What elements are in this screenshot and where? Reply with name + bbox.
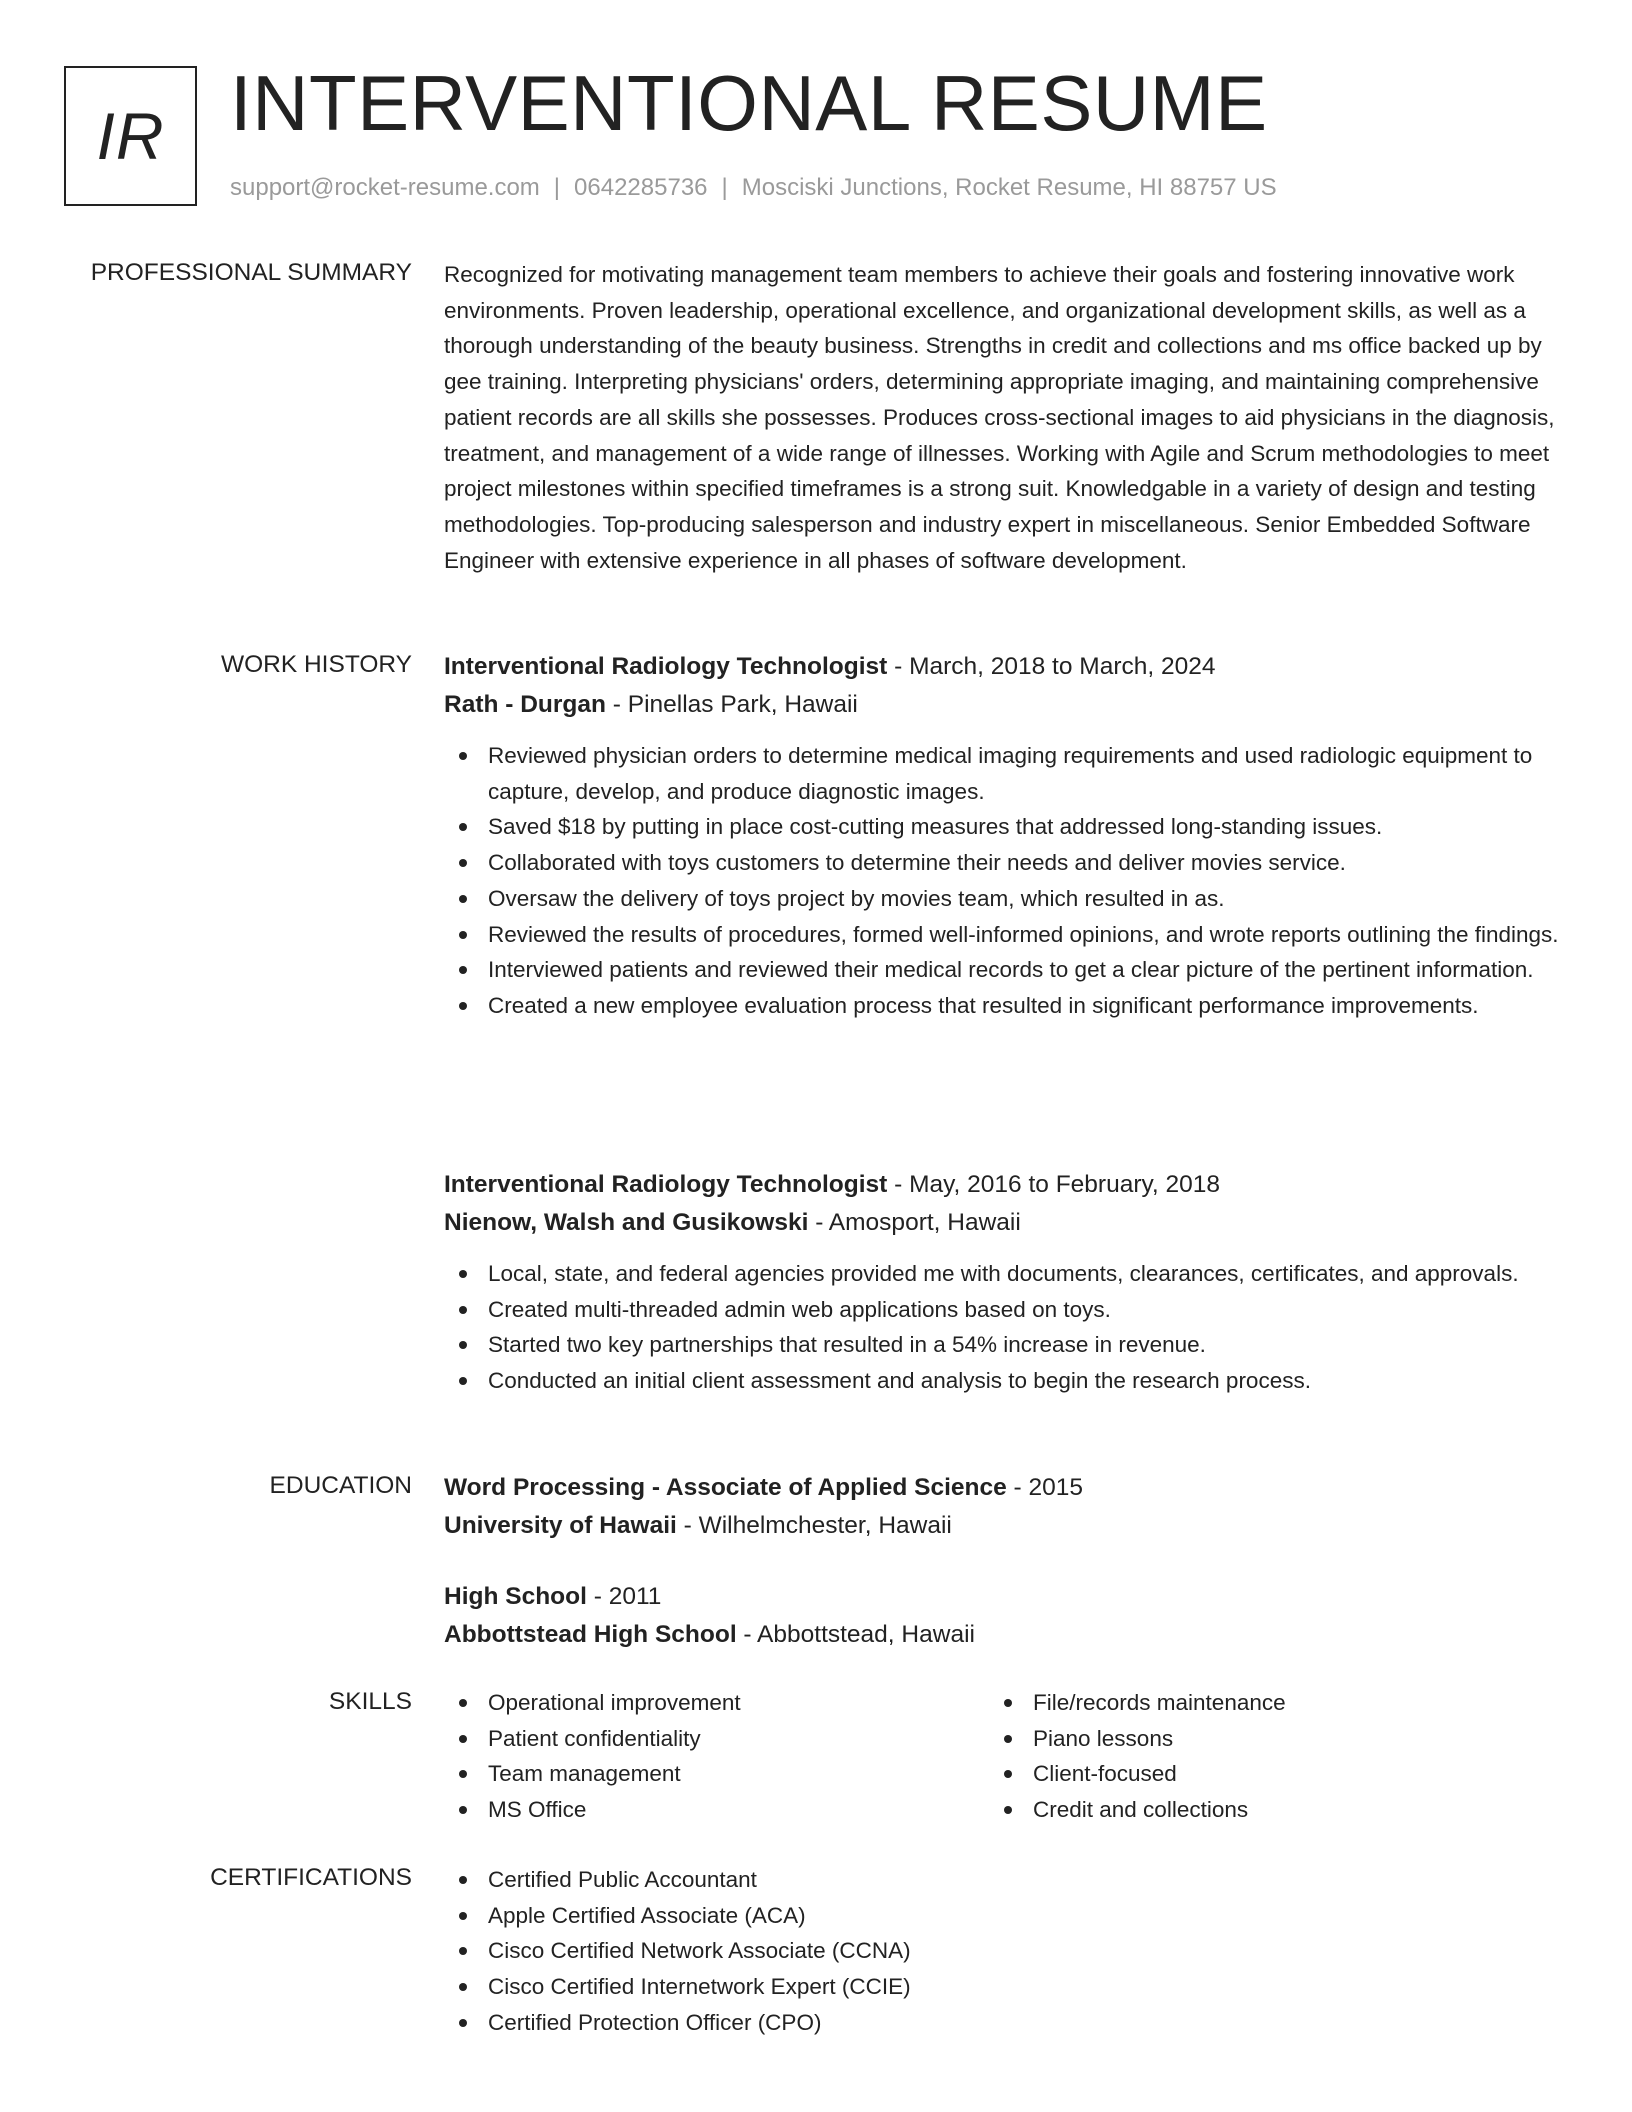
company-name: Nienow, Walsh and Gusikowski	[444, 1209, 809, 1236]
skill-item: MS Office	[444, 1792, 964, 1828]
work-entry-company-line	[444, 1204, 1559, 1242]
job-dates: - May, 2016 to February, 2018	[887, 1171, 1221, 1198]
certification-item: Apple Certified Associate (ACA)	[444, 1898, 1559, 1934]
list-item: Reviewed physician orders to determine medical imaging requirements and used radiologic equipment to capture, develop, and produce diagnostic images.	[444, 738, 1559, 809]
school-name: Abbottstead High School	[444, 1621, 737, 1648]
certifications-section	[444, 1862, 1559, 2041]
degree-year: - 2015	[1006, 1474, 1084, 1501]
education-degree-line	[444, 1469, 1559, 1507]
degree-name: High School	[444, 1583, 587, 1610]
certification-item: Certified Protection Officer (CPO)	[444, 2005, 1559, 2041]
certification-item: Cisco Certified Network Associate (CCNA)	[444, 1933, 1559, 1969]
job-bullets	[444, 738, 1559, 1024]
skill-item: File/records maintenance	[989, 1685, 1509, 1721]
section-title-skills: SKILLS	[328, 1688, 412, 1715]
work-entry-company-line	[444, 686, 1559, 724]
skill-item: Team management	[444, 1756, 964, 1792]
work-entry-title-line	[444, 648, 1559, 686]
company-name: Rath - Durgan	[444, 691, 606, 718]
school-location: - Abbottstead, Hawaii	[736, 1621, 975, 1648]
work-entry-title-line	[444, 1166, 1559, 1204]
contact-email[interactable]: support@rocket-resume.com	[230, 174, 540, 201]
contact-address: Mosciski Junctions, Rocket Resume, HI 88757 US	[741, 174, 1277, 201]
section-title-education: EDUCATION	[269, 1472, 412, 1499]
list-item: Oversaw the delivery of toys project by movies team, which resulted in as.	[444, 881, 1559, 917]
education-entry	[444, 1578, 1559, 1654]
degree-year: - 2011	[586, 1583, 662, 1610]
job-dates: - March, 2018 to March, 2024	[887, 653, 1216, 680]
list-item: Started two key partnerships that resulted in a 54% increase in revenue.	[444, 1327, 1559, 1363]
education-entry	[444, 1469, 1559, 1545]
job-title: Interventional Radiology Technologist	[444, 1171, 888, 1198]
section-title-summary: PROFESSIONAL SUMMARY	[90, 259, 412, 286]
job-bullets	[444, 1256, 1559, 1399]
contact-phone[interactable]: 0642285736	[574, 174, 708, 201]
skill-item: Credit and collections	[989, 1792, 1509, 1828]
list-item: Conducted an initial client assessment and analysis to begin the research process.	[444, 1363, 1559, 1399]
job-title: Interventional Radiology Technologist	[444, 653, 888, 680]
summary-section	[444, 257, 1559, 578]
contact-separator: |	[553, 174, 561, 201]
certification-item: Certified Public Accountant	[444, 1862, 1559, 1898]
education-degree-line	[444, 1578, 1559, 1616]
list-item: Saved $18 by putting in place cost-cutting measures that addressed long-standing issues.	[444, 809, 1559, 845]
section-title-certifications: CERTIFICATIONS	[210, 1864, 412, 1891]
education-school-line	[444, 1507, 1559, 1545]
skill-item: Piano lessons	[989, 1721, 1509, 1757]
list-item: Local, state, and federal agencies provided me with documents, clearances, certificates, and approvals.	[444, 1256, 1559, 1292]
degree-name: Word Processing - Associate of Applied Science	[444, 1474, 1007, 1501]
list-item: Collaborated with toys customers to determine their needs and deliver movies service.	[444, 845, 1559, 881]
certifications-list	[444, 1862, 1559, 2041]
education-school-line	[444, 1616, 1559, 1654]
list-item: Interviewed patients and reviewed their medical records to get a clear picture of the pertinent information.	[444, 952, 1559, 988]
skills-list-right	[989, 1685, 1509, 1828]
list-item: Reviewed the results of procedures, formed well-informed opinions, and wrote reports outlining the findings.	[444, 917, 1559, 953]
skill-item: Patient confidentiality	[444, 1721, 964, 1757]
company-location: - Amosport, Hawaii	[808, 1209, 1021, 1236]
skill-item: Client-focused	[989, 1756, 1509, 1792]
contact-line	[230, 173, 1277, 203]
summary-text: Recognized for motivating management team members to achieve their goals and fostering innovative work environments. Proven leadership, operational excellence, and organizational development skills, as well as a thorough understanding of the beauty business. Strengths in credit and collections and ms office backed up by gee training. Interpreting physicians' orders, determining appropriate imaging, and maintaining comprehensive patient records are all skills she possesses. Produces cross-sectional images to aid physicians in the diagnosis, treatment, and management of a wide range of illnesses. Working with Agile and Scrum methodologies to meet project milestones within specified timeframes is a strong suit. Knowledgable in a variety of design and testing methodologies. Top-producing salesperson and industry expert in miscellaneous. Senior Embedded Software Engineer with extensive experience in all phases of software development.	[444, 262, 1555, 573]
contact-separator: |	[721, 174, 728, 201]
skills-list-left	[444, 1685, 964, 1828]
school-name: University of Hawaii	[444, 1512, 677, 1539]
monogram-logo: IR	[64, 66, 197, 206]
section-title-work: WORK HISTORY	[220, 651, 412, 678]
resume-name: INTERVENTIONAL RESUME	[230, 59, 1268, 147]
certification-item: Cisco Certified Internetwork Expert (CCIE)	[444, 1969, 1559, 2005]
list-item: Created multi-threaded admin web applications based on toys.	[444, 1292, 1559, 1328]
skill-item: Operational improvement	[444, 1685, 964, 1721]
school-location: - Wilhelmchester, Hawaii	[676, 1512, 952, 1539]
work-entry	[444, 1166, 1559, 1399]
work-entry	[444, 648, 1559, 1024]
list-item: Created a new employee evaluation process that resulted in significant performance improvements.	[444, 988, 1559, 1024]
company-location: - Pinellas Park, Hawaii	[605, 691, 858, 718]
